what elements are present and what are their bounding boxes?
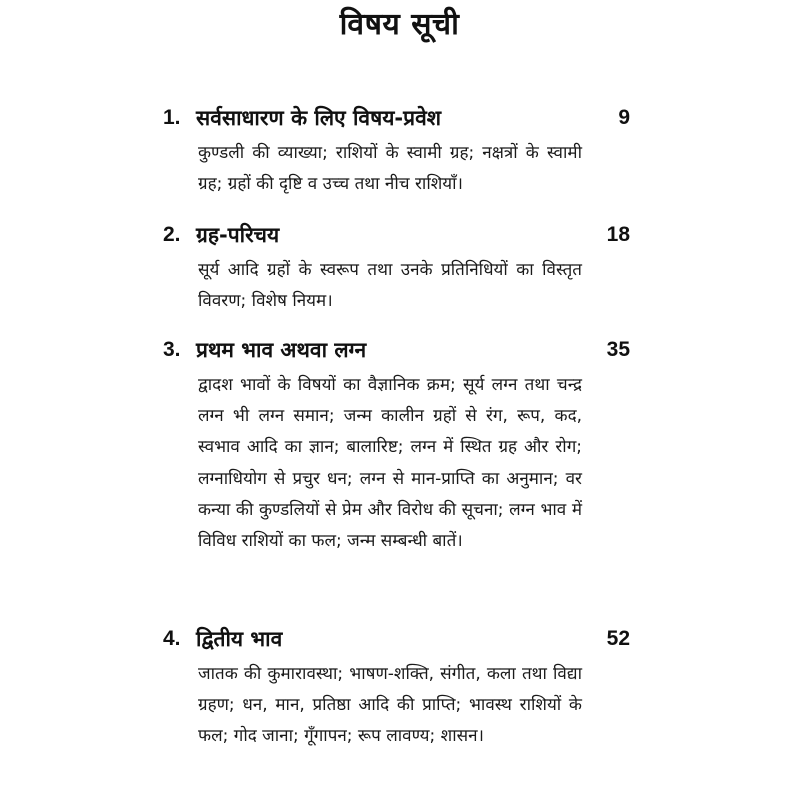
entry-heading: द्वितीय भाव [196,627,283,651]
toc-entry-3 [0,330,799,557]
entry-page-number: 9 [618,106,630,129]
entry-page-number: 52 [606,627,630,650]
entry-heading: सर्वसाधारण के लिए विषय-प्रवेश [196,106,442,130]
toc-entry-2 [0,215,799,317]
entry-description: द्वादश भावों के विषयों का वैज्ञानिक क्रम; सूर्य लग्न तथा चन्द्र लग्न भी लग्न समान; जन्म कालीन ग्रहों से रंग, रूप, कद, स्वभाव आदि का ज्ञान; बालारिष्ट; लग्न में स्थित ग्रह और रोग; लग्नाधियोग से प्रचुर धन; लग्न से मान-प्राप्ति का अनुमान; वर कन्या की कुण्डलियों से प्रेम और विरोध की सूचना; लग्न भाव में विविध राशियों का फल; जन्म सम्बन्धी बातें। [198,375,582,552]
entry-number: 1. [163,106,181,129]
entry-page-number: 18 [606,223,630,246]
entry-heading-row [0,98,799,138]
entry-description: कुण्डली की व्याख्या; राशियों के स्वामी ग्रह; नक्षत्रों के स्वामी ग्रह; ग्रहों की दृष्टि व उच्च तथा नीच राशियाँ। [198,143,582,195]
toc-entry-4 [0,619,799,753]
entry-page-number: 35 [606,338,630,361]
entry-heading-row [0,330,799,370]
toc-entry-1 [0,98,799,200]
entry-heading: प्रथम भाव अथवा लग्न [196,338,367,362]
entry-number: 2. [163,223,181,246]
entry-heading: ग्रह-परिचय [196,223,280,247]
page-title: विषय सूची [339,7,460,42]
entry-description: जातक की कुमारावस्था; भाषण-शक्ति, संगीत, कला तथा विद्या ग्रहण; धन, मान, प्रतिष्ठा आदि की प्राप्ति; भावस्थ राशियों के फल; गोद जाना; गूँगापन; रूप लावण्य; शासन। [198,664,582,747]
entry-description: सूर्य आदि ग्रहों के स्वरूप तथा उनके प्रतिनिधियों का विस्तृत विवरण; विशेष नियम। [198,260,582,312]
entry-number: 4. [163,627,181,650]
entry-number: 3. [163,338,181,361]
entry-heading-row [0,619,799,659]
entry-heading-row [0,215,799,255]
